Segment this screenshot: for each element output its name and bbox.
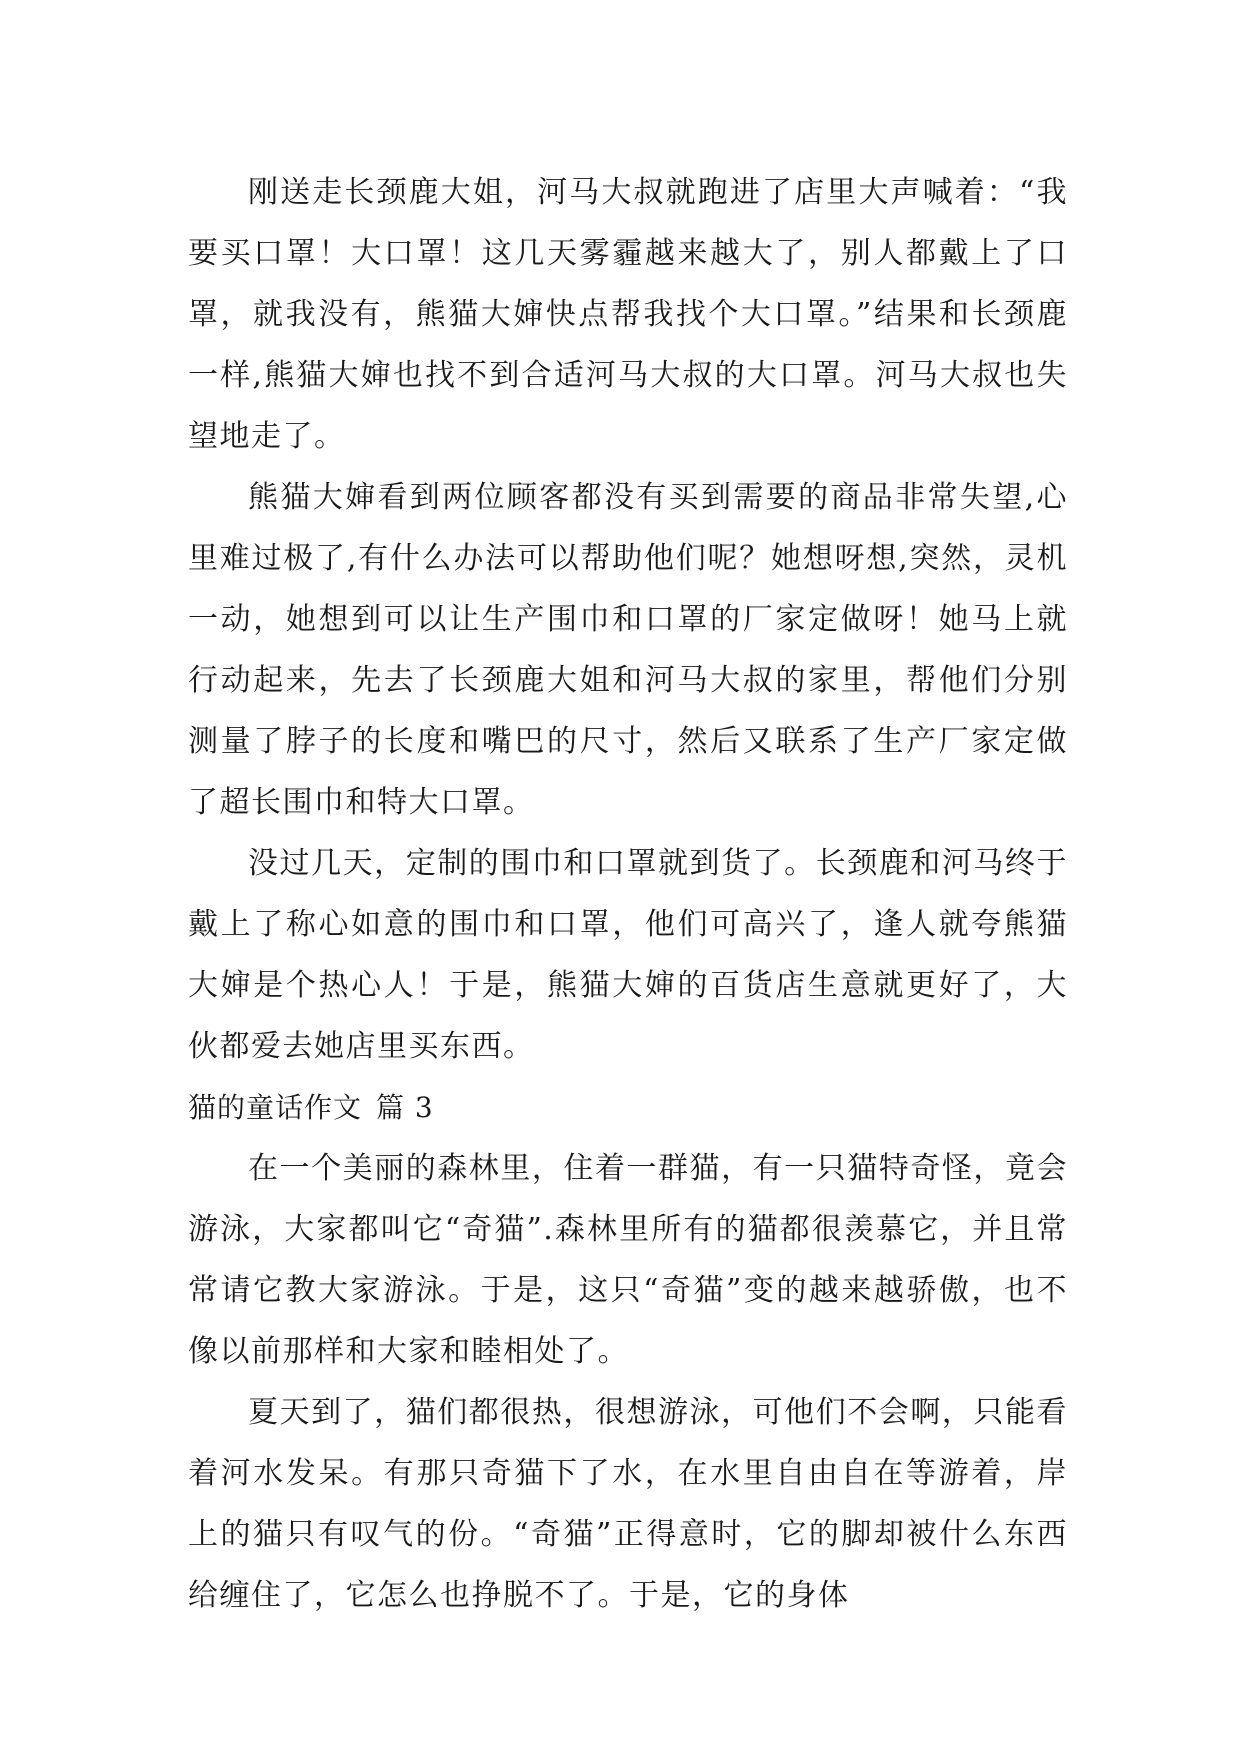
- paragraph-custom-delivery: 没过几天，定制的围巾和口罩就到货了。长颈鹿和河马终于戴上了称心如意的围巾和口罩，他们可高兴了，逢人就夸熊猫大婶是个热心人！于是，熊猫大婶的百货店生意就更好了，大伙都爱去她店里买东西。: [188, 846, 1068, 1064]
- paragraph-panda-idea: 熊猫大婶看到两位顾客都没有买到需要的商品非常失望,心里难过极了,有什么办法可以帮助他们呢？她想呀想,突然，灵机一动，她想到可以让生产围巾和口罩的厂家定做呀！她马上就行动起来，先去了长颈鹿大姐和河马大叔的家里，帮他们分别测量了脖子的长度和嘴巴的尺寸，然后又联系了生产厂家定做了超长围巾和特大口罩。: [188, 480, 1068, 820]
- section-heading-part: 篇 3: [376, 1091, 434, 1124]
- document-body: [188, 162, 1068, 1626]
- paragraph-hippo-mask: 刚送走长颈鹿大姐，河马大叔就跑进了店里大声喊着：“我要买口罩！大口罩！这几天雾霾越来越大了，别人都戴上了口罩，就我没有，熊猫大婶快点帮我找个大口罩。”结果和长颈鹿一样,熊猫大婶也找不到合适河马大叔的大口罩。河马大叔也失望地走了。: [188, 175, 1068, 454]
- section-heading: [188, 1077, 1068, 1138]
- paragraph-summer-river: 夏天到了，猫们都很热，很想游泳，可他们不会啊，只能看着河水发呆。有那只奇猫下了水，在水里自由自在等游着，岸上的猫只有叹气的份。“奇猫”正得意时，它的脚却被什么东西给缠住了，它怎么也挣脱不了。于是，它的身体: [188, 1395, 1068, 1613]
- paragraph-swimming-cat: 在一个美丽的森林里，住着一群猫，有一只猫特奇怪，竟会游泳，大家都叫它“奇猫”.森林里所有的猫都很羡慕它，并且常常请它教大家游泳。于是，这只“奇猫”变的越来越骄傲，也不像以前那样和大家和睦相处了。: [188, 1151, 1068, 1369]
- section-heading-title: 猫的童话作文: [188, 1091, 363, 1124]
